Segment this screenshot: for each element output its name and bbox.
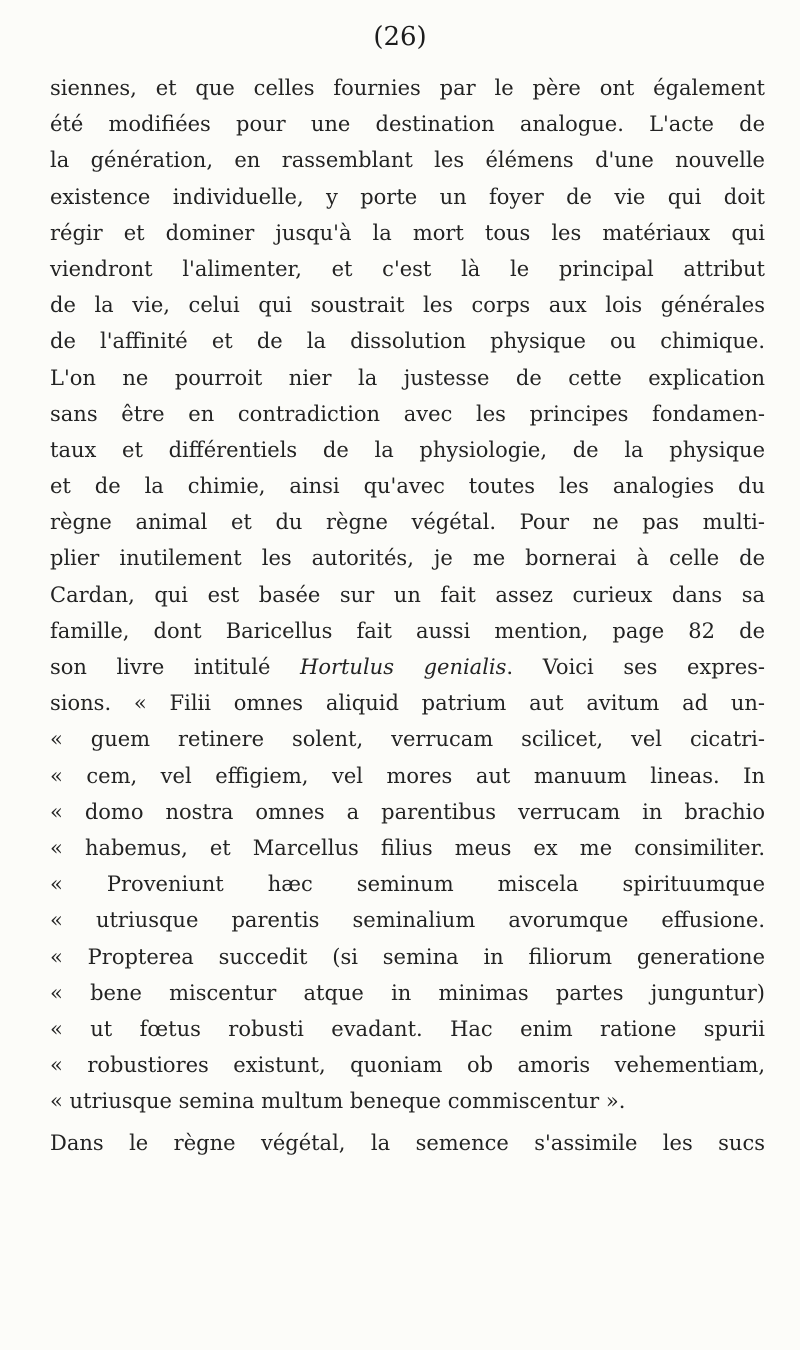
text-line-with-title	[50, 649, 765, 685]
quote-line: « guem retinere solent, verrucam scilicet, vel cicatri-	[50, 727, 765, 752]
text-line: Cardan, qui est basée sur un fait assez curieux dans sa	[50, 582, 765, 607]
text-line: de la vie, celui qui soustrait les corps aux lois générales	[50, 293, 765, 318]
text-line: été modifiées pour une destination analogue. L'acte de	[50, 112, 765, 137]
title-follow-on: . Voici ses expres-	[506, 655, 765, 679]
quote-line: « cem, vel effigiem, vel mores aut manuum lineas. In	[50, 763, 765, 788]
quote-line: « domo nostra omnes a parentibus verrucam in brachio	[50, 799, 765, 824]
quote-line: « habemus, et Marcellus filius meus ex me consimiliter.	[50, 835, 765, 860]
page-number: (26)	[373, 22, 427, 52]
paragraph-start-line: Dans le règne végétal, la semence s'assimile les sucs	[50, 1131, 765, 1156]
body-text	[50, 70, 765, 1162]
quote-line: « Propterea succedit (si semina in filiorum generatione	[50, 944, 765, 969]
title-lead-in: son livre intitulé	[50, 655, 300, 679]
text-line: existence individuelle, y porte un foyer de vie qui doit	[50, 184, 765, 209]
text-line: sions. « Filii omnes aliquid patrium aut avitum ad un-	[50, 691, 765, 716]
text-line: famille, dont Baricellus fait aussi mention, page 82 de	[50, 618, 765, 643]
text-line: règne animal et du règne végétal. Pour ne pas multi-	[50, 510, 765, 535]
text-line: viendront l'alimenter, et c'est là le principal attribut	[50, 256, 765, 281]
quote-line: « ut fœtus robusti evadant. Hac enim ratione spurii	[50, 1016, 765, 1041]
quote-line: « robustiores existunt, quoniam ob amoris vehementiam,	[50, 1053, 765, 1078]
quote-closing-line: « utriusque semina multum beneque commiscentur ».	[50, 1089, 626, 1114]
quote-line: « utriusque parentis seminalium avorumque effusione.	[50, 908, 765, 933]
quote-line: « Proveniunt hæc seminum miscela spirituumque	[50, 872, 765, 897]
text-line: sans être en contradiction avec les principes fondamen-	[50, 401, 765, 426]
text-line: la génération, en rassemblant les élémens d'une nouvelle	[50, 148, 765, 173]
text-line: de l'affinité et de la dissolution physique ou chimique.	[50, 329, 765, 354]
book-title: Hortulus genialis	[300, 655, 507, 679]
text-line: plier inutilement les autorités, je me bornerai à celle de	[50, 546, 765, 571]
text-line: taux et différentiels de la physiologie, de la physique	[50, 437, 765, 462]
quote-line: « bene miscentur atque in minimas partes junguntur)	[50, 980, 765, 1005]
text-line: et de la chimie, ainsi qu'avec toutes les analogies du	[50, 474, 765, 499]
text-line: L'on ne pourroit nier la justesse de cette explication	[50, 365, 765, 390]
text-line: siennes, et que celles fournies par le père ont également	[50, 76, 765, 100]
text-line: régir et dominer jusqu'à la mort tous les matériaux qui	[50, 220, 765, 245]
